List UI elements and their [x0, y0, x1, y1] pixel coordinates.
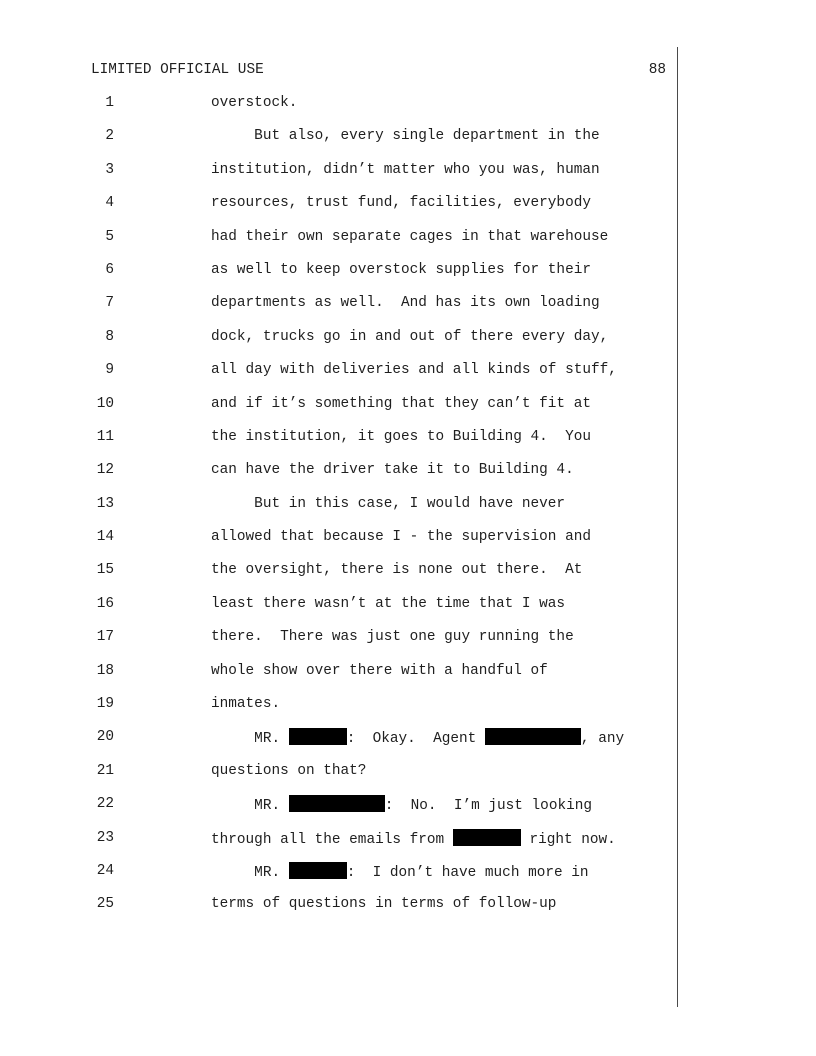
redaction-block	[289, 795, 385, 812]
line-number: 7	[105, 295, 114, 312]
line-number: 14	[96, 529, 114, 546]
transcript-line	[0, 829, 816, 862]
line-text-segment: MR.	[211, 864, 289, 881]
line-text-segment: : Okay. Agent	[346, 731, 485, 748]
line-text-segment: there. There was just one guy running the	[211, 629, 574, 646]
line-text-segment: institution, didn’t matter who you was, human	[211, 161, 600, 178]
line-number: 1	[105, 95, 114, 111]
line-number: 20	[96, 729, 114, 746]
line-number: 11	[96, 428, 114, 445]
line-number: 18	[96, 662, 114, 679]
line-number: 9	[105, 362, 114, 379]
line-text-segment: But also, every single department in the	[211, 128, 600, 145]
transcript-line	[0, 428, 816, 461]
transcript-line	[0, 862, 816, 895]
redaction-block	[289, 728, 347, 745]
line-text	[211, 495, 565, 513]
line-text	[211, 194, 591, 212]
line-text	[211, 595, 565, 613]
line-number: 25	[96, 896, 114, 913]
line-text-segment: whole show over there with a handful of	[211, 662, 548, 679]
transcript-line	[0, 461, 816, 494]
line-text-segment: resources, trust fund, facilities, everybody	[211, 195, 591, 212]
line-text	[211, 895, 556, 913]
line-text	[211, 762, 366, 780]
line-number: 6	[105, 261, 114, 278]
transcript-line	[0, 395, 816, 428]
line-number: 15	[96, 562, 114, 579]
transcript-line	[0, 595, 816, 628]
transcript-line	[0, 695, 816, 728]
line-text	[211, 328, 608, 346]
line-text-segment: right now.	[520, 831, 616, 848]
line-number: 5	[105, 228, 114, 245]
line-text	[211, 395, 591, 413]
line-text	[211, 662, 548, 680]
line-number: 24	[96, 862, 114, 879]
line-text	[211, 428, 591, 446]
transcript-line	[0, 127, 816, 160]
page-number: 88	[648, 62, 666, 78]
line-text-segment: : No. I’m just looking	[384, 798, 592, 815]
line-text-segment: had their own separate cages in that warehouse	[211, 228, 609, 245]
line-text	[211, 695, 280, 713]
line-number: 17	[96, 629, 114, 646]
line-text-segment: can have the driver take it to Building 4.	[211, 462, 574, 479]
transcript-line	[0, 228, 816, 261]
line-text-segment: as well to keep overstock supplies for their	[211, 261, 591, 278]
transcript-line	[0, 628, 816, 661]
line-text	[211, 461, 574, 479]
line-text	[211, 795, 592, 815]
line-text-segment: questions on that?	[211, 762, 367, 779]
line-number: 2	[105, 128, 114, 145]
line-number: 16	[96, 595, 114, 612]
line-text-segment: , any	[580, 731, 625, 748]
line-text	[211, 261, 591, 279]
line-number: 22	[96, 796, 114, 813]
line-text-segment: allowed that because I - the supervision and	[211, 529, 591, 546]
transcript-line	[0, 94, 816, 127]
line-text-segment: least there wasn’t at the time that I was	[211, 595, 566, 612]
line-text	[211, 127, 600, 145]
line-text-segment: the oversight, there is none out there. At	[211, 562, 583, 579]
line-text-segment: MR.	[211, 798, 289, 815]
transcript-line	[0, 728, 816, 761]
transcript-line	[0, 161, 816, 194]
line-text	[211, 561, 582, 579]
transcript-line	[0, 561, 816, 594]
line-text-segment: terms of questions in terms of follow-up	[211, 896, 557, 913]
line-text-segment: departments as well. And has its own loading	[211, 295, 600, 312]
redaction-block	[485, 728, 581, 745]
line-text-segment: all day with deliveries and all kinds of stuff,	[211, 362, 617, 379]
line-number: 23	[96, 829, 114, 846]
line-text-segment: dock, trucks go in and out of there every day,	[211, 328, 609, 345]
line-text	[211, 94, 297, 112]
line-number: 4	[105, 195, 114, 212]
line-text-segment: : I don’t have much more in	[346, 864, 589, 881]
line-text-segment: MR.	[211, 731, 289, 748]
line-text	[211, 161, 600, 179]
page-header-label: LIMITED OFFICIAL USE	[91, 62, 264, 78]
line-text	[211, 628, 574, 646]
redaction-block	[289, 862, 347, 879]
line-text-segment: and if it’s something that they can’t fit at	[211, 395, 591, 412]
line-text-segment: through all the emails from	[211, 831, 453, 848]
line-number: 8	[105, 328, 114, 345]
transcript-line	[0, 328, 816, 361]
line-text	[211, 829, 616, 849]
line-text-segment: But in this case, I would have never	[211, 495, 566, 512]
redaction-block	[453, 829, 521, 846]
line-text	[211, 728, 624, 748]
line-text-segment: overstock.	[211, 95, 298, 111]
transcript-line	[0, 895, 816, 928]
transcript-line	[0, 294, 816, 327]
line-number: 13	[96, 495, 114, 512]
line-text-segment: inmates.	[211, 696, 281, 713]
transcript-line	[0, 528, 816, 561]
transcript-line	[0, 361, 816, 394]
line-text	[211, 228, 608, 246]
transcript-line	[0, 495, 816, 528]
line-text	[211, 862, 589, 882]
line-number: 19	[96, 696, 114, 713]
transcript-line	[0, 762, 816, 795]
line-number: 3	[105, 161, 114, 178]
line-number: 10	[96, 395, 114, 412]
line-text	[211, 361, 617, 379]
transcript-line	[0, 795, 816, 828]
transcript-line	[0, 261, 816, 294]
transcript-line	[0, 662, 816, 695]
line-text-segment: the institution, it goes to Building 4. You	[211, 428, 591, 445]
transcript-lines	[0, 94, 816, 929]
transcript-line	[0, 194, 816, 227]
line-number: 21	[96, 762, 114, 779]
line-text	[211, 294, 600, 312]
line-text	[211, 528, 591, 546]
line-number: 12	[96, 462, 114, 479]
